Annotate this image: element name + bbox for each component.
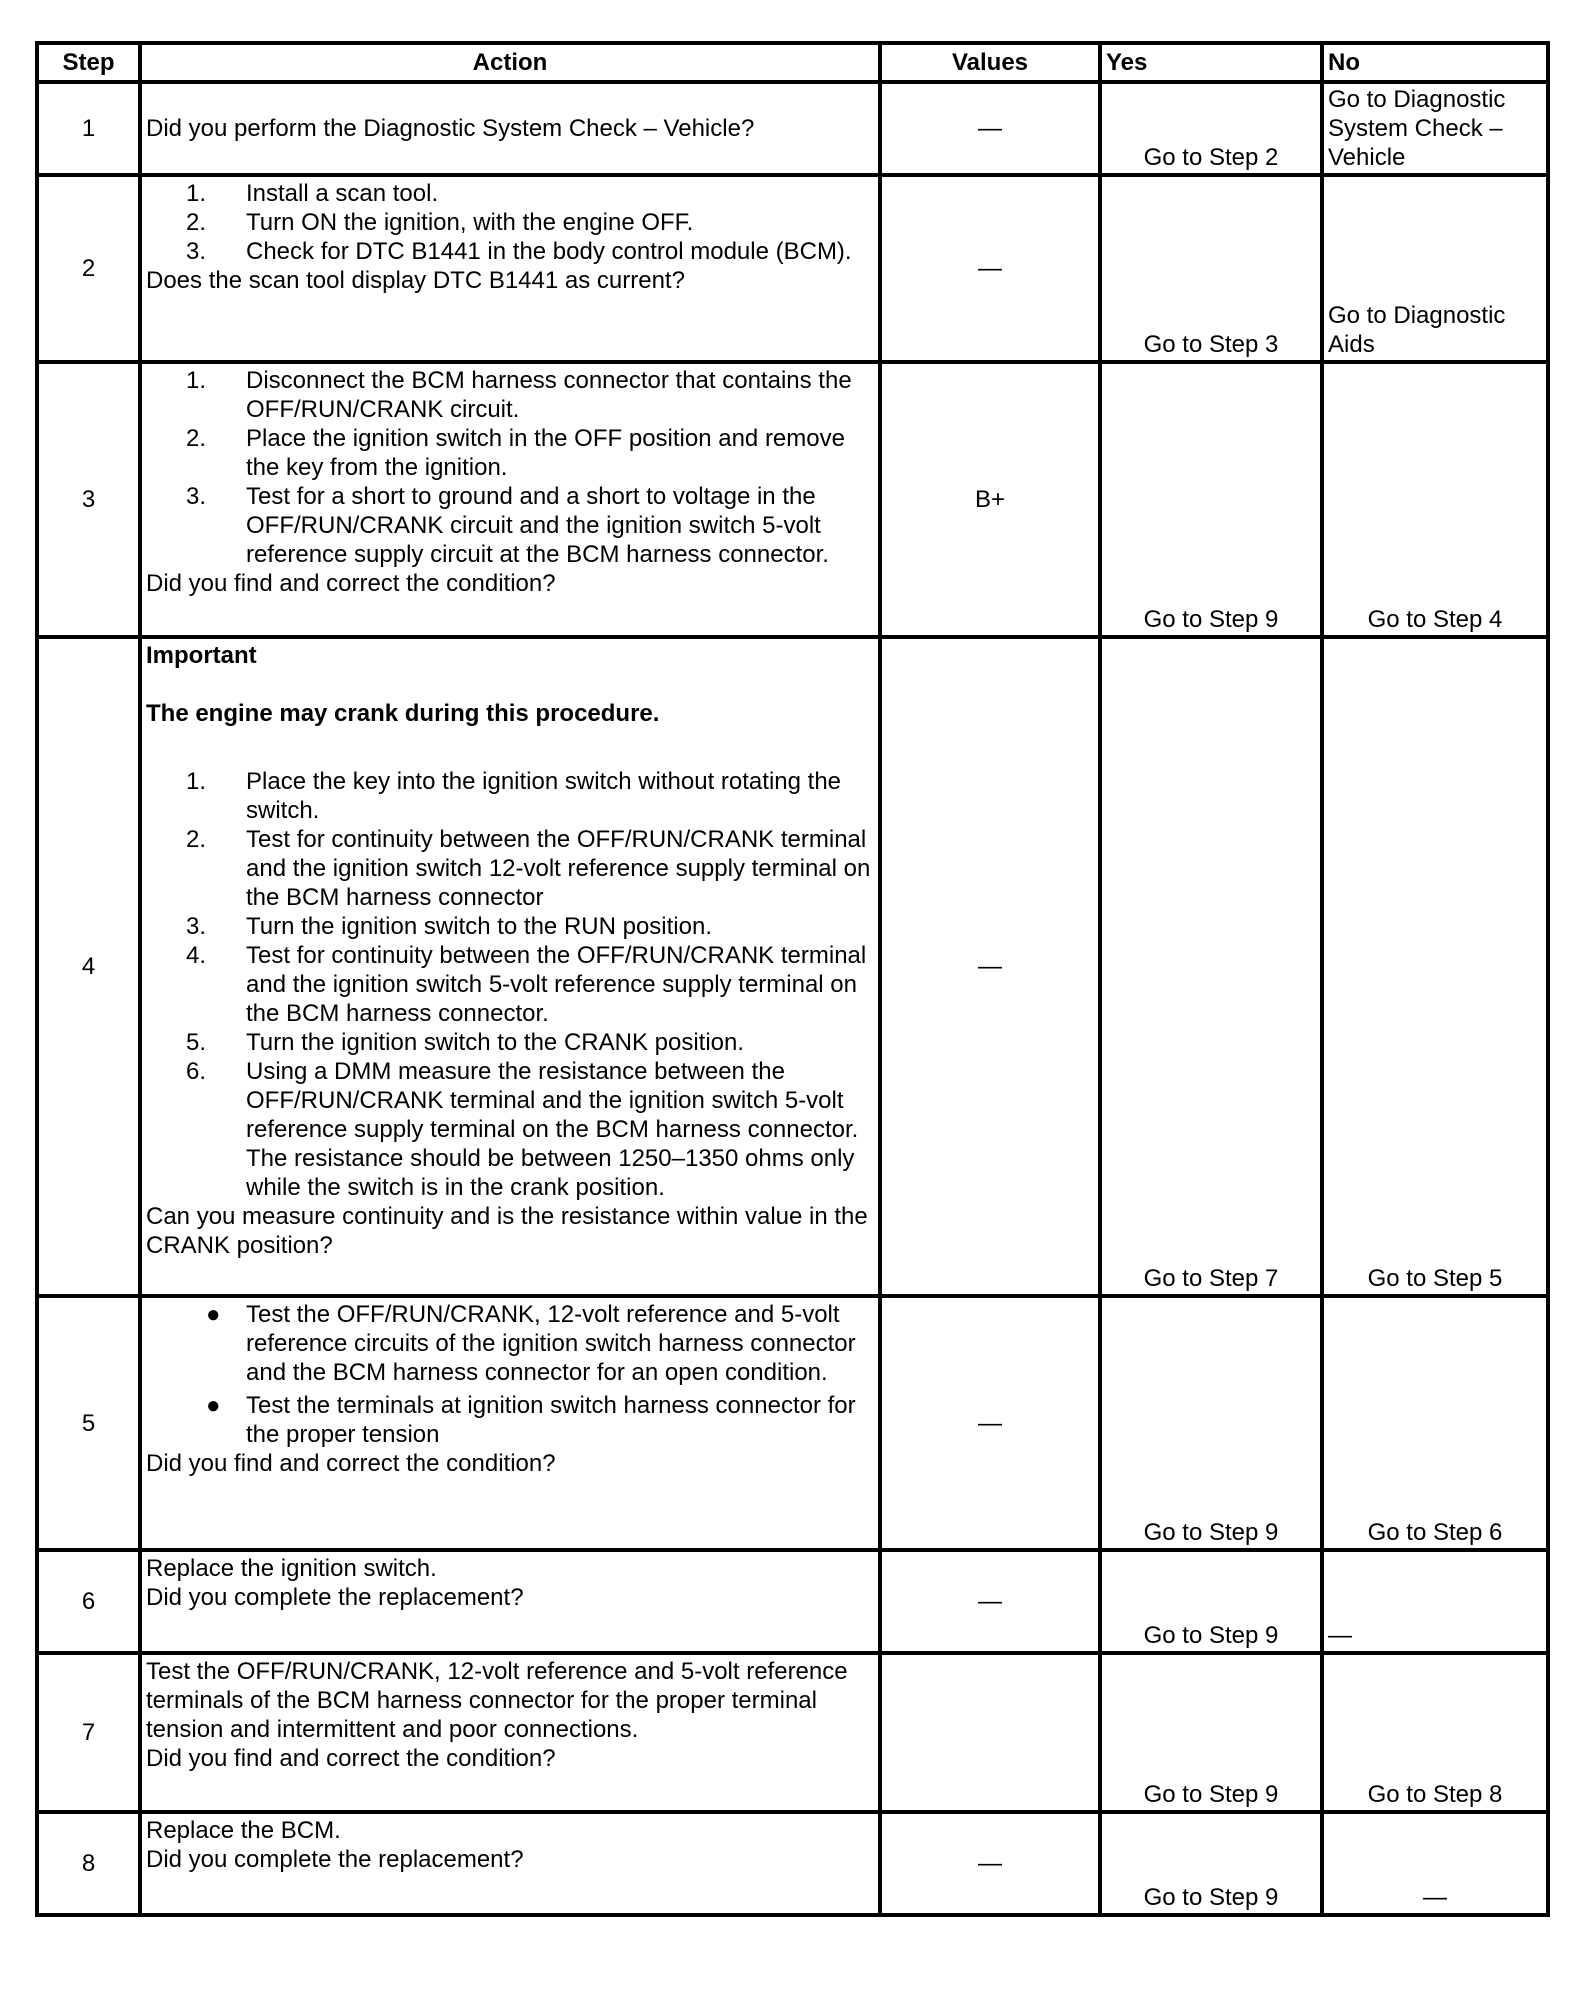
header-values: Values — [880, 43, 1100, 82]
action-text: Test the OFF/RUN/CRANK, 12-volt reference and 5-volt reference terminals of the BCM harness connector for the proper terminal tension and intermittent and poor connections. — [146, 1658, 848, 1743]
no-cell: — — [1322, 1812, 1548, 1915]
step-number: 1 — [37, 82, 140, 175]
no-cell: Go to Step 5 — [1322, 637, 1548, 1296]
list-item: ● Test the terminals at ignition switch harness connector for the proper tension — [206, 1392, 856, 1448]
diagnostic-table — [35, 41, 1550, 1917]
action-question: Did you perform the Diagnostic System Check – Vehicle? — [140, 82, 880, 175]
important-title: Important — [146, 642, 257, 669]
action-cell — [140, 1296, 880, 1550]
action-cell — [140, 175, 880, 362]
step-number: 5 — [37, 1296, 140, 1550]
step-number: 4 — [37, 637, 140, 1296]
header-row — [37, 43, 1548, 82]
procedure-list — [146, 366, 874, 569]
action-text: Replace the BCM. — [146, 1817, 341, 1844]
list-item: 1. Install a scan tool. — [186, 180, 439, 207]
action-question: Can you measure continuity and is the resistance within value in the CRANK position? — [146, 1203, 868, 1259]
list-item: 1. Place the key into the ignition switch without rotating the switch. — [186, 768, 842, 824]
no-cell: Go to Step 4 — [1322, 362, 1548, 637]
value-cell: — — [880, 1296, 1100, 1550]
list-item: 1. Disconnect the BCM harness connector that contains the OFF/RUN/CRANK circuit. — [186, 367, 852, 423]
yes-cell: Go to Step 9 — [1100, 1550, 1322, 1653]
action-question: Does the scan tool display DTC B1441 as current? — [146, 267, 685, 294]
list-item: 2. Place the ignition switch in the OFF position and remove the key from the ignition. — [186, 425, 845, 481]
value-cell: B+ — [880, 362, 1100, 637]
action-cell — [140, 1653, 880, 1812]
list-item: 2. Turn ON the ignition, with the engine OFF. — [186, 209, 694, 236]
yes-cell: Go to Step 2 — [1100, 82, 1322, 175]
value-cell: — — [880, 175, 1100, 362]
header-action: Action — [140, 43, 880, 82]
value-cell: — — [880, 637, 1100, 1296]
action-question: Did you complete the replacement? — [146, 1846, 524, 1873]
action-text: Replace the ignition switch. — [146, 1555, 437, 1582]
list-item: 3. Check for DTC B1441 in the body control module (BCM). — [186, 238, 852, 265]
step-number: 6 — [37, 1550, 140, 1653]
no-cell: Go to Step 8 — [1322, 1653, 1548, 1812]
list-item: ● Test the OFF/RUN/CRANK, 12-volt reference and 5-volt reference circuits of the ignition switch harness connector and the BCM harness connector for an open condition. — [206, 1301, 856, 1386]
yes-cell: Go to Step 7 — [1100, 637, 1322, 1296]
table-row — [37, 175, 1548, 362]
yes-cell: Go to Step 9 — [1100, 1296, 1322, 1550]
no-cell: Go to Diagnostic System Check – Vehicle — [1322, 82, 1548, 175]
list-item: 5. Turn the ignition switch to the CRANK position. — [186, 1029, 745, 1056]
yes-cell: Go to Step 9 — [1100, 362, 1322, 637]
table-row — [37, 1296, 1548, 1550]
value-cell: — — [880, 1812, 1100, 1915]
table-row — [37, 362, 1548, 637]
bullet-list — [146, 1300, 874, 1449]
yes-cell: Go to Step 3 — [1100, 175, 1322, 362]
procedure-list — [146, 179, 874, 266]
procedure-list — [146, 767, 874, 1202]
yes-cell: Go to Step 9 — [1100, 1653, 1322, 1812]
action-question: Did you find and correct the condition? — [146, 570, 556, 597]
step-number: 8 — [37, 1812, 140, 1915]
no-cell: Go to Step 6 — [1322, 1296, 1548, 1550]
step-number: 3 — [37, 362, 140, 637]
action-cell — [140, 637, 880, 1296]
no-cell: — — [1322, 1550, 1548, 1653]
list-item: 4. Test for continuity between the OFF/RUN/CRANK terminal and the ignition switch 5-volt reference supply terminal on the BCM harness connector. — [186, 942, 867, 1027]
table-row — [37, 1653, 1548, 1812]
value-cell — [880, 1653, 1100, 1812]
list-item: 2. Test for continuity between the OFF/RUN/CRANK terminal and the ignition switch 12-volt reference supply terminal on the BCM harness connector — [186, 826, 871, 911]
table-row — [37, 637, 1548, 1296]
action-cell — [140, 362, 880, 637]
header-yes: Yes — [1100, 43, 1322, 82]
action-question: Did you complete the replacement? — [146, 1584, 524, 1611]
header-no: No — [1322, 43, 1548, 82]
action-question: Did you find and correct the condition? — [146, 1745, 556, 1772]
list-item: 3. Test for a short to ground and a short to voltage in the OFF/RUN/CRANK circuit and the ignition switch 5-volt reference supply circuit at the BCM harness connector. — [186, 483, 829, 568]
no-cell: Go to Diagnostic Aids — [1322, 175, 1548, 362]
table-row — [37, 1812, 1548, 1915]
value-cell: — — [880, 1550, 1100, 1653]
step-number: 7 — [37, 1653, 140, 1812]
header-step: Step — [37, 43, 140, 82]
table-row — [37, 1550, 1548, 1653]
important-text: The engine may crank during this procedure. — [146, 700, 660, 727]
step-number: 2 — [37, 175, 140, 362]
yes-cell: Go to Step 9 — [1100, 1812, 1322, 1915]
action-cell — [140, 1812, 880, 1915]
action-question: Did you find and correct the condition? — [146, 1450, 556, 1477]
action-cell — [140, 1550, 880, 1653]
list-item: 6. Using a DMM measure the resistance between the OFF/RUN/CRANK terminal and the ignition switch 5-volt reference supply terminal on the BCM harness connector. The resistance should be between 1250–1350 ohms only while the switch is in the crank position. — [186, 1058, 859, 1201]
table-row — [37, 82, 1548, 175]
list-item: 3. Turn the ignition switch to the RUN position. — [186, 913, 712, 940]
value-cell: — — [880, 82, 1100, 175]
